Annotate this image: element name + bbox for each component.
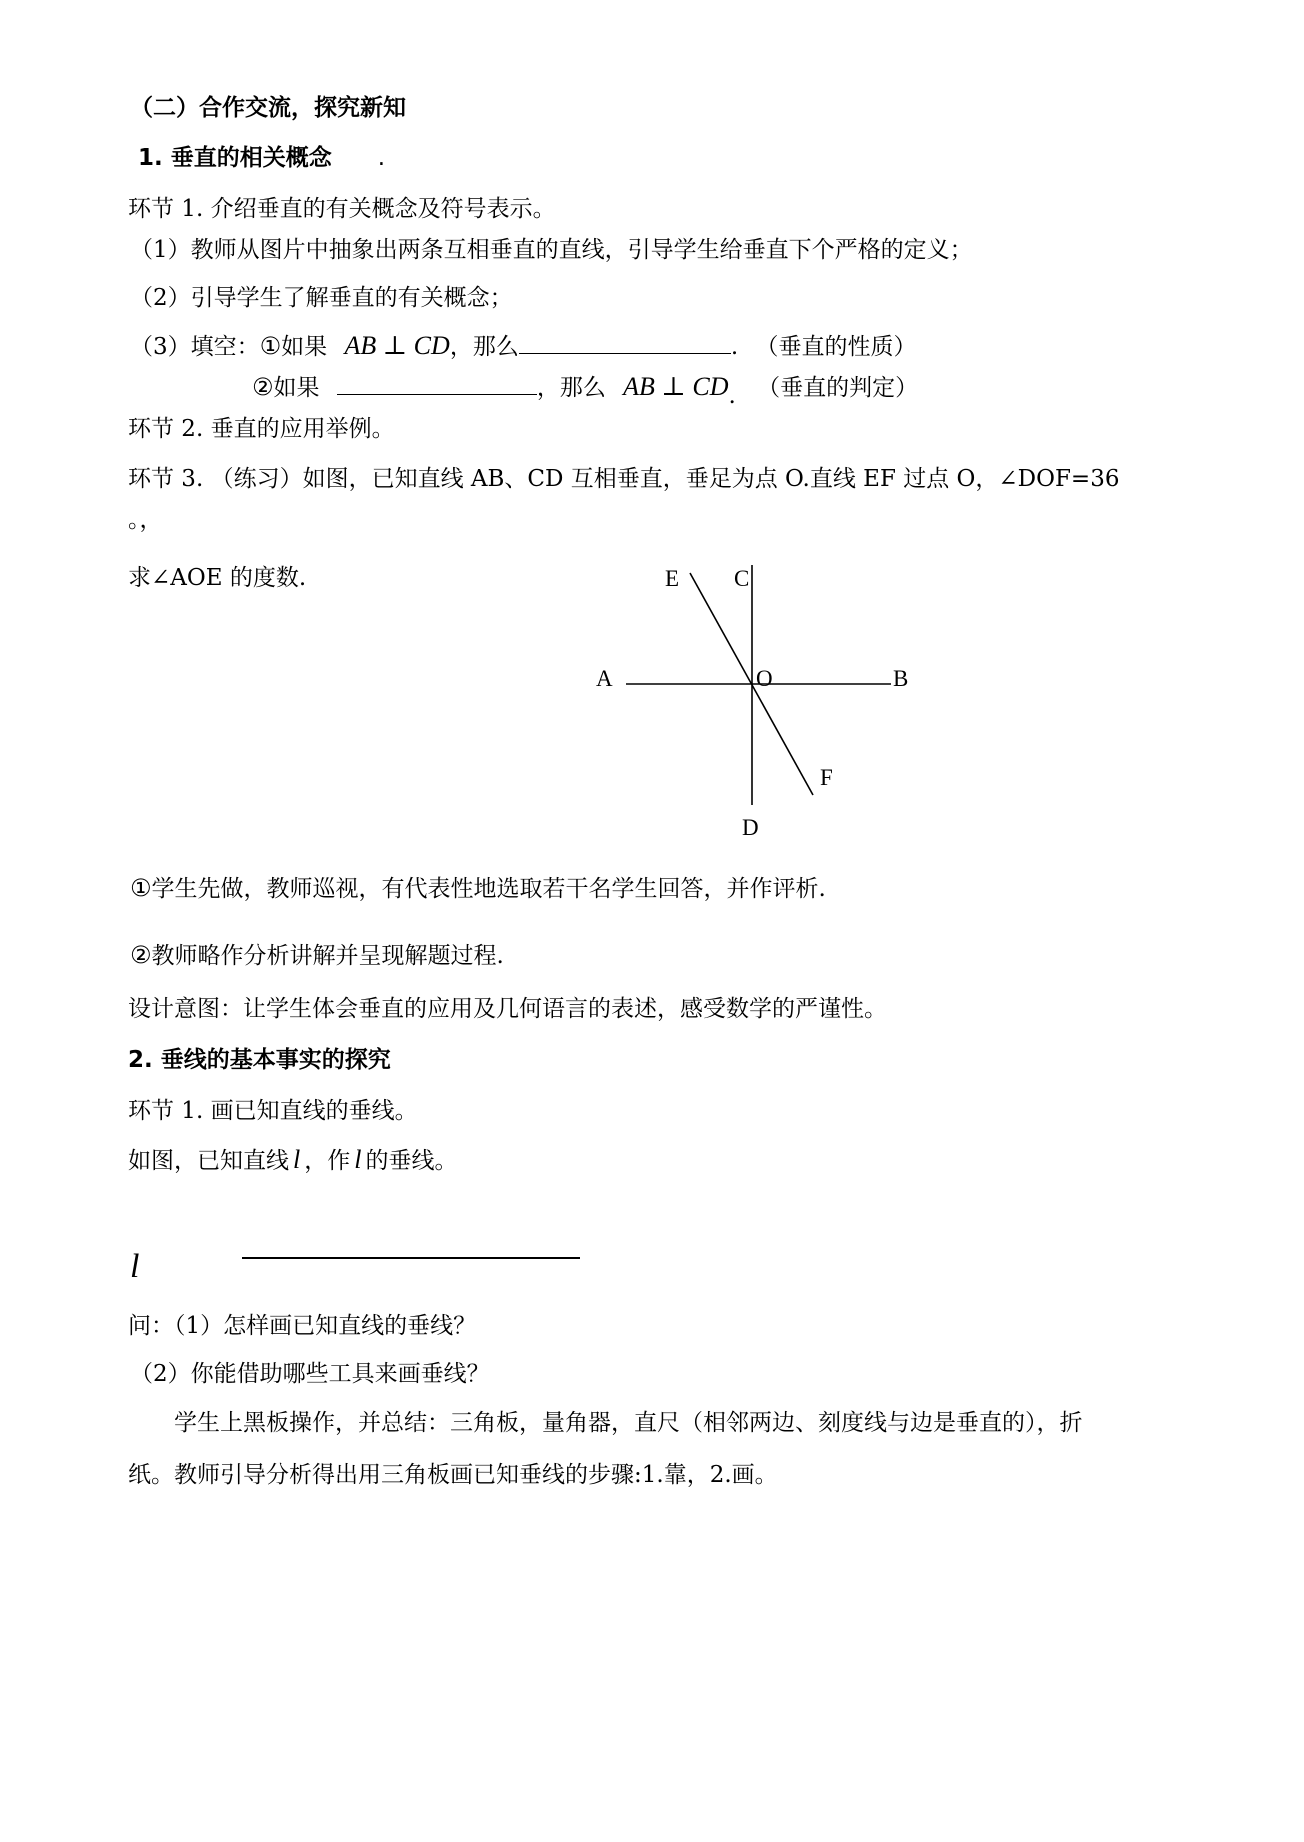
subsection-1-title: [138, 143, 385, 173]
circled-two-marker: ②: [252, 373, 274, 401]
question-line: 求∠AOE 的度数.: [128, 565, 307, 591]
fill-2-expression: AB ⊥ CD: [623, 372, 729, 401]
given-post: 的垂线。: [365, 1148, 458, 1174]
fill-1-then: ，那么: [449, 334, 519, 360]
fill-2-if: 如果: [273, 375, 320, 401]
item-2-line: （2）引导学生了解垂直的有关概念；: [130, 285, 513, 311]
given-l-symbol-1: l: [293, 1145, 301, 1174]
circled-one-marker: ①: [259, 332, 282, 360]
label-a: A: [596, 666, 613, 691]
paragraph-line-2: 纸。教师引导分析得出用三角板画已知垂线的步骤:1.靠，2.画。: [128, 1462, 778, 1488]
label-c: C: [734, 566, 750, 591]
link-2-line: 环节 2. 垂直的应用举例。: [128, 416, 395, 442]
link-3-line-1: 环节 3. （练习）如图，已知直线 AB、CD 互相垂直，垂足为点 O.直线 EF 过点 O，∠DOF=36: [128, 466, 1120, 492]
fill-2-blank[interactable]: [337, 372, 537, 395]
perpendicular-lines-figure: [580, 555, 940, 845]
fill-1-expression: AB ⊥ CD: [344, 331, 450, 360]
paragraph-line-1: 学生上黑板操作，并总结：三角板，量角器，直尺（相邻两边、刻度线与边是垂直的），折: [174, 1410, 1083, 1436]
given-mid: ，作: [304, 1148, 351, 1174]
fill-2-note: （垂直的判定）: [757, 375, 919, 401]
label-d: D: [742, 815, 759, 840]
fill-2-end: .: [728, 383, 736, 409]
subsection-2-title: 2. 垂线的基本事实的探究: [128, 1047, 391, 1073]
link-3-line-2: 。，: [128, 507, 163, 533]
subsection-1-text: 1. 垂直的相关概念: [138, 145, 332, 171]
ask-1-line: 问：（1）怎样画已知直线的垂线？: [128, 1313, 477, 1339]
fill-1-if: 如果: [281, 334, 328, 360]
given-line-l-figure: [120, 1235, 600, 1295]
step-1-text: 学生先做，教师巡视，有代表性地选取若干名学生回答，并作评析.: [151, 876, 826, 902]
fill-1-blank[interactable]: [519, 331, 731, 354]
fill-2-then: ，那么: [536, 375, 606, 401]
design-intent-line: 设计意图：让学生体会垂直的应用及几何语言的表述，感受数学的严谨性。: [128, 996, 887, 1022]
subsection-1-dot: .: [377, 145, 386, 171]
given-l-symbol-2: l: [354, 1145, 362, 1174]
label-f: F: [820, 765, 833, 790]
item-1-line: （1）教师从图片中抽象出两条互相垂直的直线，引导学生给垂直下个严格的定义；: [130, 237, 973, 263]
fill-blank-line-2: [252, 372, 919, 409]
ask-2-line: （2）你能借助哪些工具来画垂线？: [130, 1361, 490, 1387]
link-1-line: 环节 1. 介绍垂直的有关概念及符号表示。: [128, 196, 556, 222]
fill-prefix: （3）填空：: [130, 334, 260, 360]
step-1-line: [130, 873, 826, 904]
step-2-marker: ②: [130, 941, 152, 969]
label-o: O: [756, 666, 773, 691]
link-4-line: 环节 1. 画已知直线的垂线。: [128, 1098, 418, 1124]
step-2-line: [130, 940, 504, 971]
line-l-label: l: [130, 1248, 140, 1285]
given-line: [128, 1145, 457, 1176]
step-2-text: 教师略作分析讲解并呈现解题过程.: [151, 943, 504, 969]
fill-1-note: （垂直的性质）: [755, 334, 917, 360]
given-pre: 如图，已知直线: [128, 1148, 289, 1174]
section-heading: （二）合作交流，探究新知: [130, 95, 406, 121]
fill-blank-line-1: [130, 331, 916, 362]
fill-1-end: .: [730, 334, 739, 360]
label-b: B: [893, 666, 909, 691]
step-1-marker: ①: [130, 874, 152, 902]
label-e: E: [665, 566, 680, 591]
